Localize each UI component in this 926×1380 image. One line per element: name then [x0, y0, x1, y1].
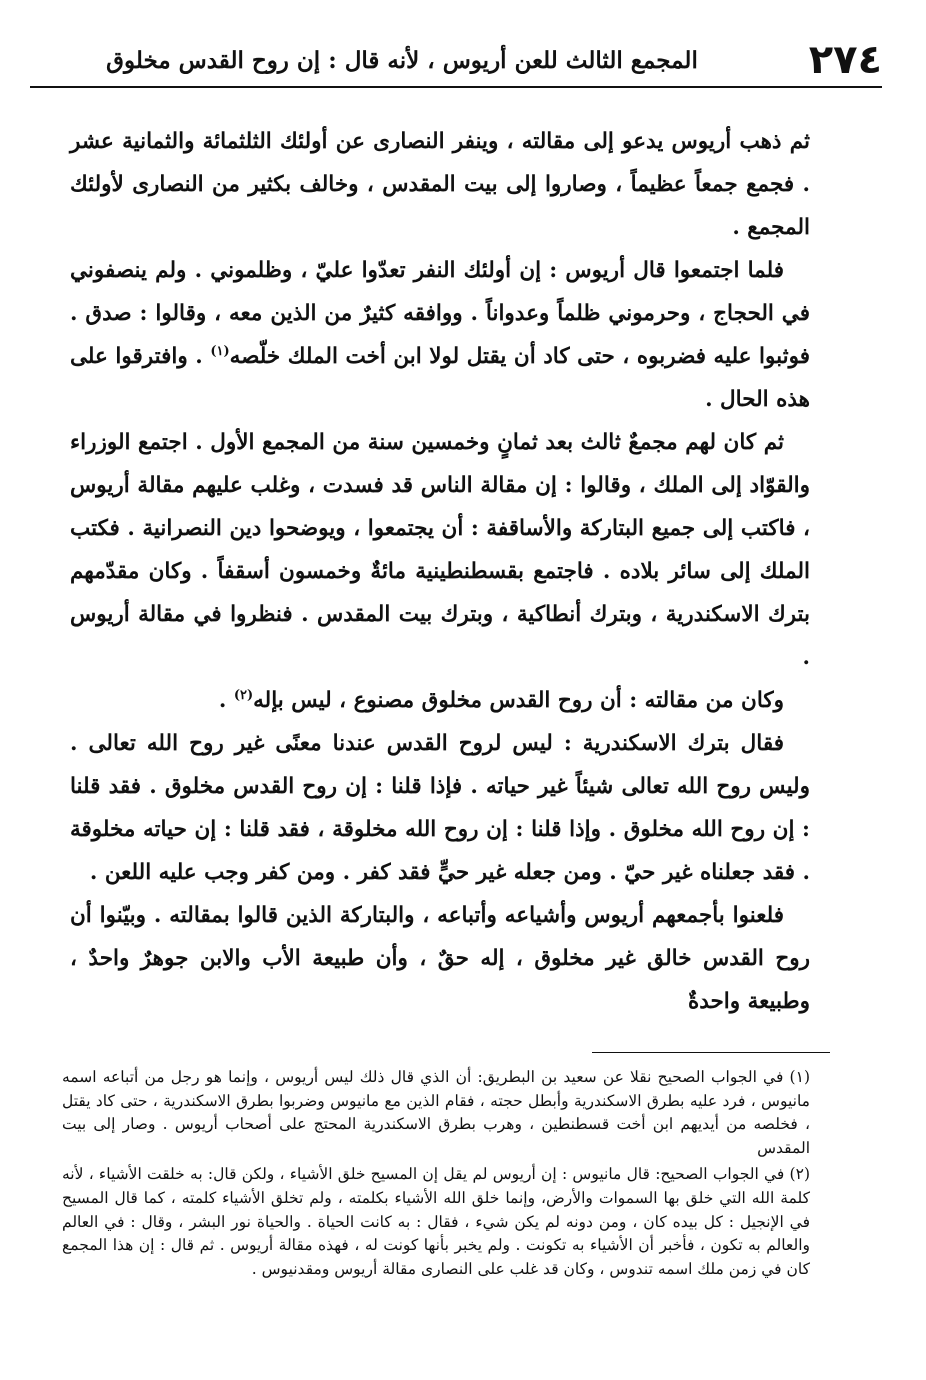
footnote-2: (٢) في الجواب الصحيح: قال مانيوس : إن أريوس لم يقل إن المسيح خلق الأشياء ، ولكن قال: به خلقت الأشياء ، لأنه كلمة الله التي خلق بها السموات والأرض، وإنما خلق الله الأشياء بكلمته ، ولم تخلق الأشياء كلمته ، كما قال المسيح في الإنجيل : كل بيده كان ، ومن دونه لم يكن شيء ، فقال : به كانت الحياة . والحياة نور البشر ، وقال : في العالم والعالم به تكون ، فأخبر أن الأشياء به تكونت . ولم يخبر بأنها كونت له ، فهذه مقالة أريوس . ثم قال : إن هذا المجمع كان في زمن ملك اسمه تندوس ، وكان قد غلب على النصارى مقالة أريوس ومقدنيوس .	[62, 1165, 810, 1278]
footnotes	[62, 1066, 810, 1281]
footnote-ref-1: (١)	[210, 343, 230, 359]
footnote-ref-2: (٢)	[233, 687, 254, 703]
paragraph-text: . وافترقوا على هذه الحال .	[70, 344, 810, 412]
paragraph	[70, 679, 810, 722]
main-text	[70, 120, 810, 1023]
page-number: ٢٧٤	[808, 37, 882, 83]
paragraph: فقال بترك الاسكندرية : ليس لروح القدس عندنا معنًى غير روح الله تعالى . وليس روح الله تعالى شيئاً غير حياته . فإذا قلنا : إن روح القدس مخلوق . فقد قلنا : إن روح الله مخلوق . وإذا قلنا : إن روح الله مخلوقة ، فقد قلنا : إن حياته مخلوقة . فقد جعلناه غير حيّ . ومن جعله غير حيٍّ فقد كفر . ومن كفر وجب عليه اللعن .	[70, 731, 810, 885]
running-title: المجمع الثالث للعن أريوس ، لأنه قال : إن روح القدس مخلوق	[106, 47, 698, 74]
paragraph: فلعنوا بأجمعهم أريوس وأشياعه وأتباعه ، والبتاركة الذين قالوا بمقالته . وبيّنوا أن روح القدس خالق غير مخلوق ، إله حقٌ ، وأن طبيعة الأب والابن جوهرٌ واحدٌ ، وطبيعة واحدةٌ	[70, 903, 810, 1014]
footnote-divider	[592, 1052, 830, 1053]
paragraph-text: .	[218, 688, 227, 713]
paragraph	[70, 249, 810, 421]
paragraph: ثم كان لهم مجمعٌ ثالث بعد ثمانٍ وخمسين سنة من المجمع الأول . اجتمع الوزراء والقوّاد إلى الملك ، وقالوا : إن مقالة الناس قد فسدت ، وغلب عليهم مقالة أريوس ، فاكتب إلى جميع البتاركة والأساقفة : أن يجتمعوا ، ويوضحوا دين النصرانية . فكتب الملك إلى سائر بلاده . فاجتمع بقسطنطينية مائةٌ وخمسون أسقفاً . وكان مقدّمهم بترك الاسكندرية ، وبترك أنطاكية ، وبترك بيت المقدس . فنظروا في مقالة أريوس .	[70, 430, 810, 670]
running-header	[30, 38, 882, 88]
footnote-1: (١) في الجواب الصحيح نقلا عن سعيد بن البطريق: أن الذي قال ذلك ليس أريوس ، وإنما هو رجل من أتباعه اسمه مانيوس ، فرد عليه بطرق الاسكندرية وأبطل حجته ، فقام الذين مع مانيوس وضربوا بطرق الاسكندرية ، حتى كاد يقتل ، فخلصه من أيديهم ابن أخت قسطنطين ، وهرب بطرق الاسكندرية المحتج على أصحاب أريوس . وصار إلى بيت المقدس	[62, 1068, 810, 1157]
paragraph: ثم ذهب أريوس يدعو إلى مقالته ، وينفر النصارى عن أولئك الثلثمائة والثمانية عشر . فجمع جمعاً عظيماً ، وصاروا إلى بيت المقدس ، وخالف بكثير من النصارى لأولئك المجمع .	[70, 129, 810, 240]
paragraph-text: وكان من مقالته : أن روح القدس مخلوق مصنوع ، ليس بإله	[253, 688, 784, 713]
paragraph-text: فلما اجتمعوا قال أريوس : إن أولئك النفر تعدّوا عليّ ، وظلموني . ولم ينصفوني في الحجاج ، وحرموني ظلماً وعدواناً . ووافقه كثيرٌ من الذين معه ، وقالوا : صدق . فوثبوا عليه فضربوه ، حتى كاد أن يقتل لولا ابن أخت الملك خلّصه	[70, 258, 810, 369]
